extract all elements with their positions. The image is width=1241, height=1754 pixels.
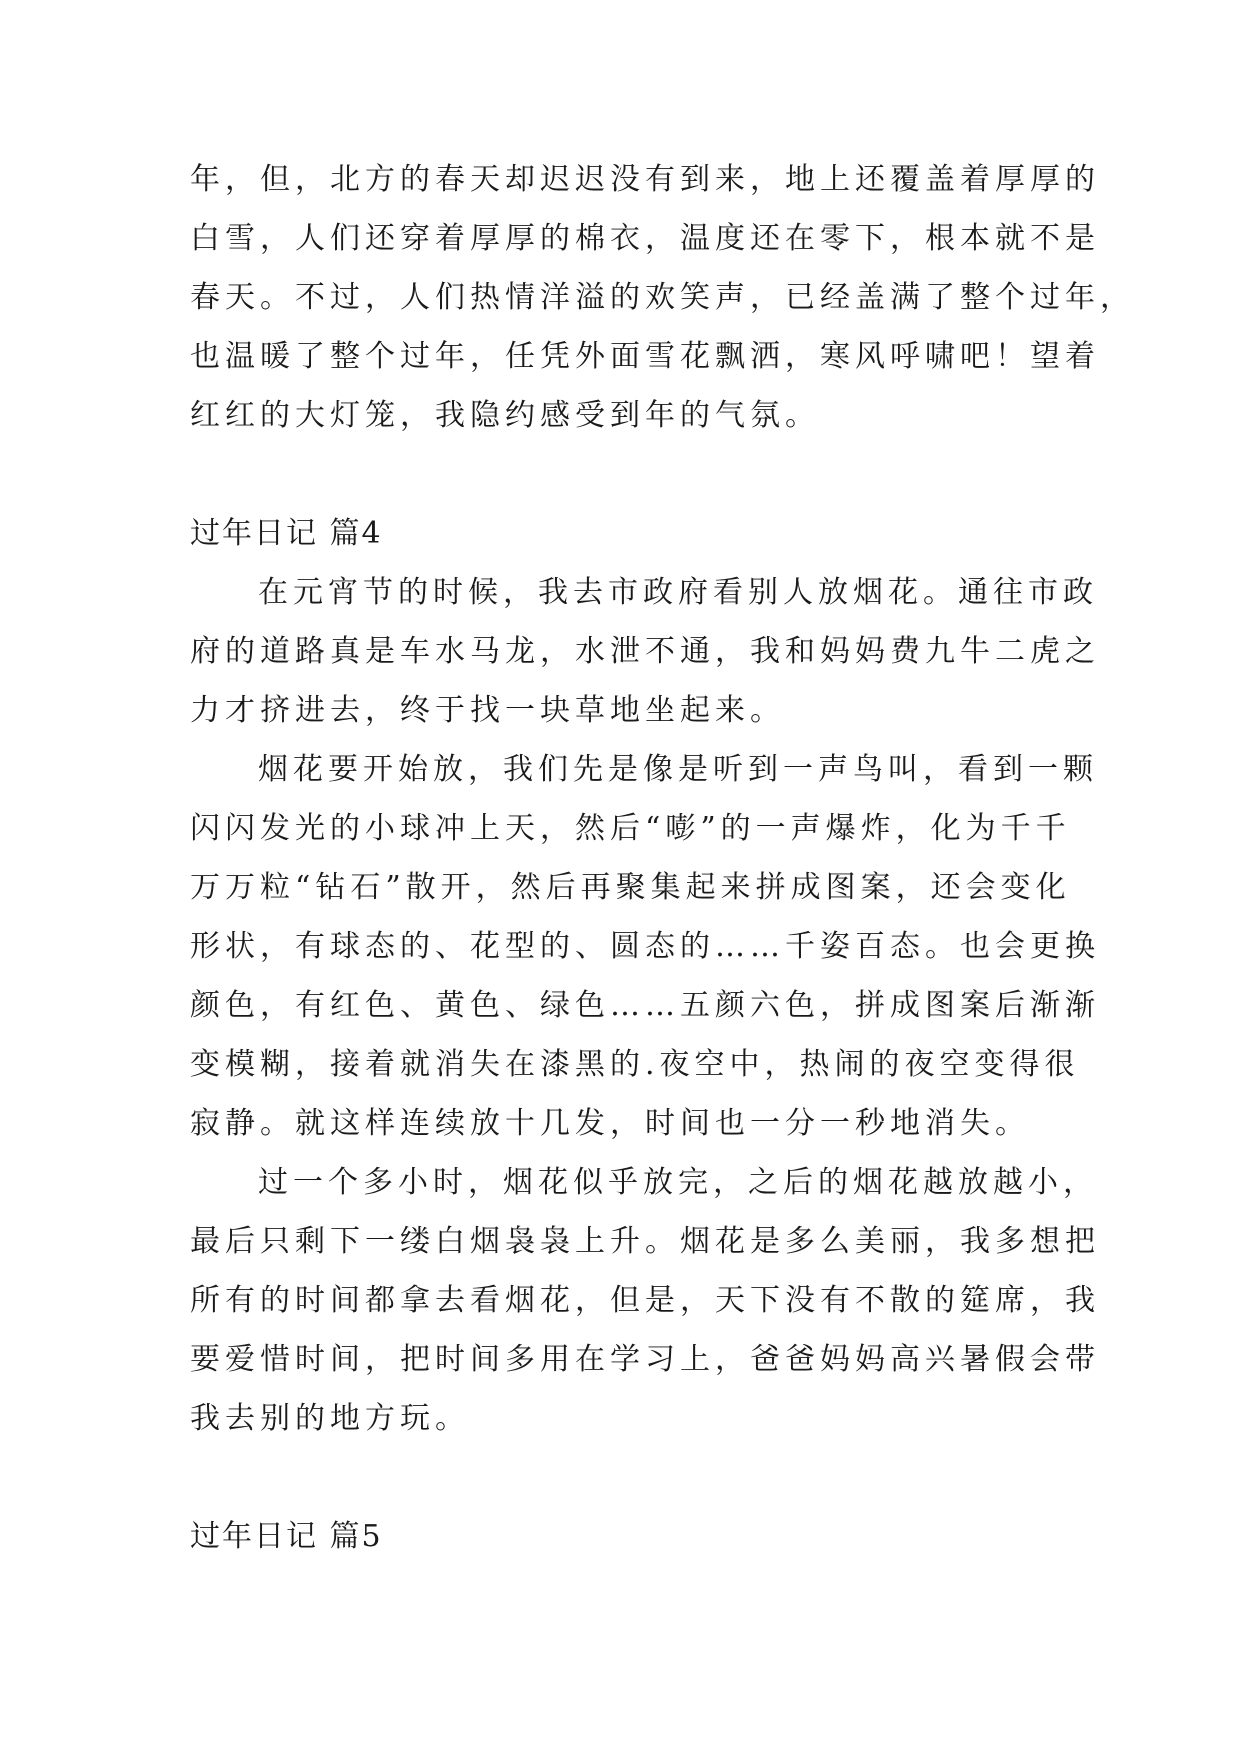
text-line: 形状，有球态的、花型的、圆态的……千姿百态。也会更换 bbox=[190, 929, 1100, 964]
text-line: 要爱惜时间，把时间多用在学习上，爸爸妈妈高兴暑假会带 bbox=[190, 1342, 1100, 1377]
text-line: 春天。不过，人们热情洋溢的欢笑声，已经盖满了整个过年， bbox=[190, 280, 1135, 315]
text-line: 闪闪发光的小球冲上天，然后“嘭”的一声爆炸，化为千千 bbox=[190, 811, 1071, 846]
text-line: 力才挤进去，终于找一块草地坐起来。 bbox=[190, 693, 785, 728]
section-4-paragraph-2 bbox=[190, 740, 1100, 1153]
text-line: 白雪，人们还穿着厚厚的棉衣，温度还在零下，根本就不是 bbox=[190, 221, 1100, 256]
text-line: 在元宵节的时候，我去市政府看别人放烟花。通往市政 bbox=[258, 575, 1098, 610]
text-line: 寂静。就这样连续放十几发，时间也一分一秒地消失。 bbox=[190, 1106, 1030, 1141]
text-line: 年，但，北方的春天却迟迟没有到来，地上还覆盖着厚厚的 bbox=[190, 162, 1100, 197]
text-line: 变模糊，接着就消失在漆黑的.夜空中，热闹的夜空变得很 bbox=[190, 1047, 1080, 1082]
text-line: 烟花要开始放，我们先是像是听到一声鸟叫，看到一颗 bbox=[258, 752, 1098, 787]
text-line: 也温暖了整个过年，任凭外面雪花飘洒，寒风呼啸吧！望着 bbox=[190, 339, 1100, 374]
text-line: 最后只剩下一缕白烟袅袅上升。烟花是多么美丽，我多想把 bbox=[190, 1224, 1100, 1259]
section-gap bbox=[190, 1448, 1060, 1507]
intro-paragraph bbox=[190, 150, 1135, 445]
text-line: 过一个多小时，烟花似乎放完，之后的烟花越放越小， bbox=[258, 1165, 1098, 1200]
text-line: 颜色，有红色、黄色、绿色……五颜六色，拼成图案后渐渐 bbox=[190, 988, 1100, 1023]
text-line: 所有的时间都拿去看烟花，但是，天下没有不散的筵席，我 bbox=[190, 1283, 1100, 1318]
text-line: 红红的大灯笼，我隐约感受到年的气氛。 bbox=[190, 398, 820, 433]
section-4-paragraph-3 bbox=[190, 1153, 1100, 1448]
section-gap bbox=[190, 445, 1060, 504]
section-4-title: 过年日记 篇4 bbox=[190, 516, 383, 551]
document-page bbox=[190, 150, 1135, 1566]
text-line: 万万粒“钻石”散开，然后再聚集起来拼成图案，还会变化 bbox=[190, 870, 1071, 905]
section-5-title: 过年日记 篇5 bbox=[190, 1519, 383, 1554]
section-4-paragraph-1 bbox=[190, 563, 1100, 740]
text-line: 府的道路真是车水马龙，水泄不通，我和妈妈费九牛二虎之 bbox=[190, 634, 1100, 669]
text-line: 我去别的地方玩。 bbox=[190, 1401, 470, 1436]
